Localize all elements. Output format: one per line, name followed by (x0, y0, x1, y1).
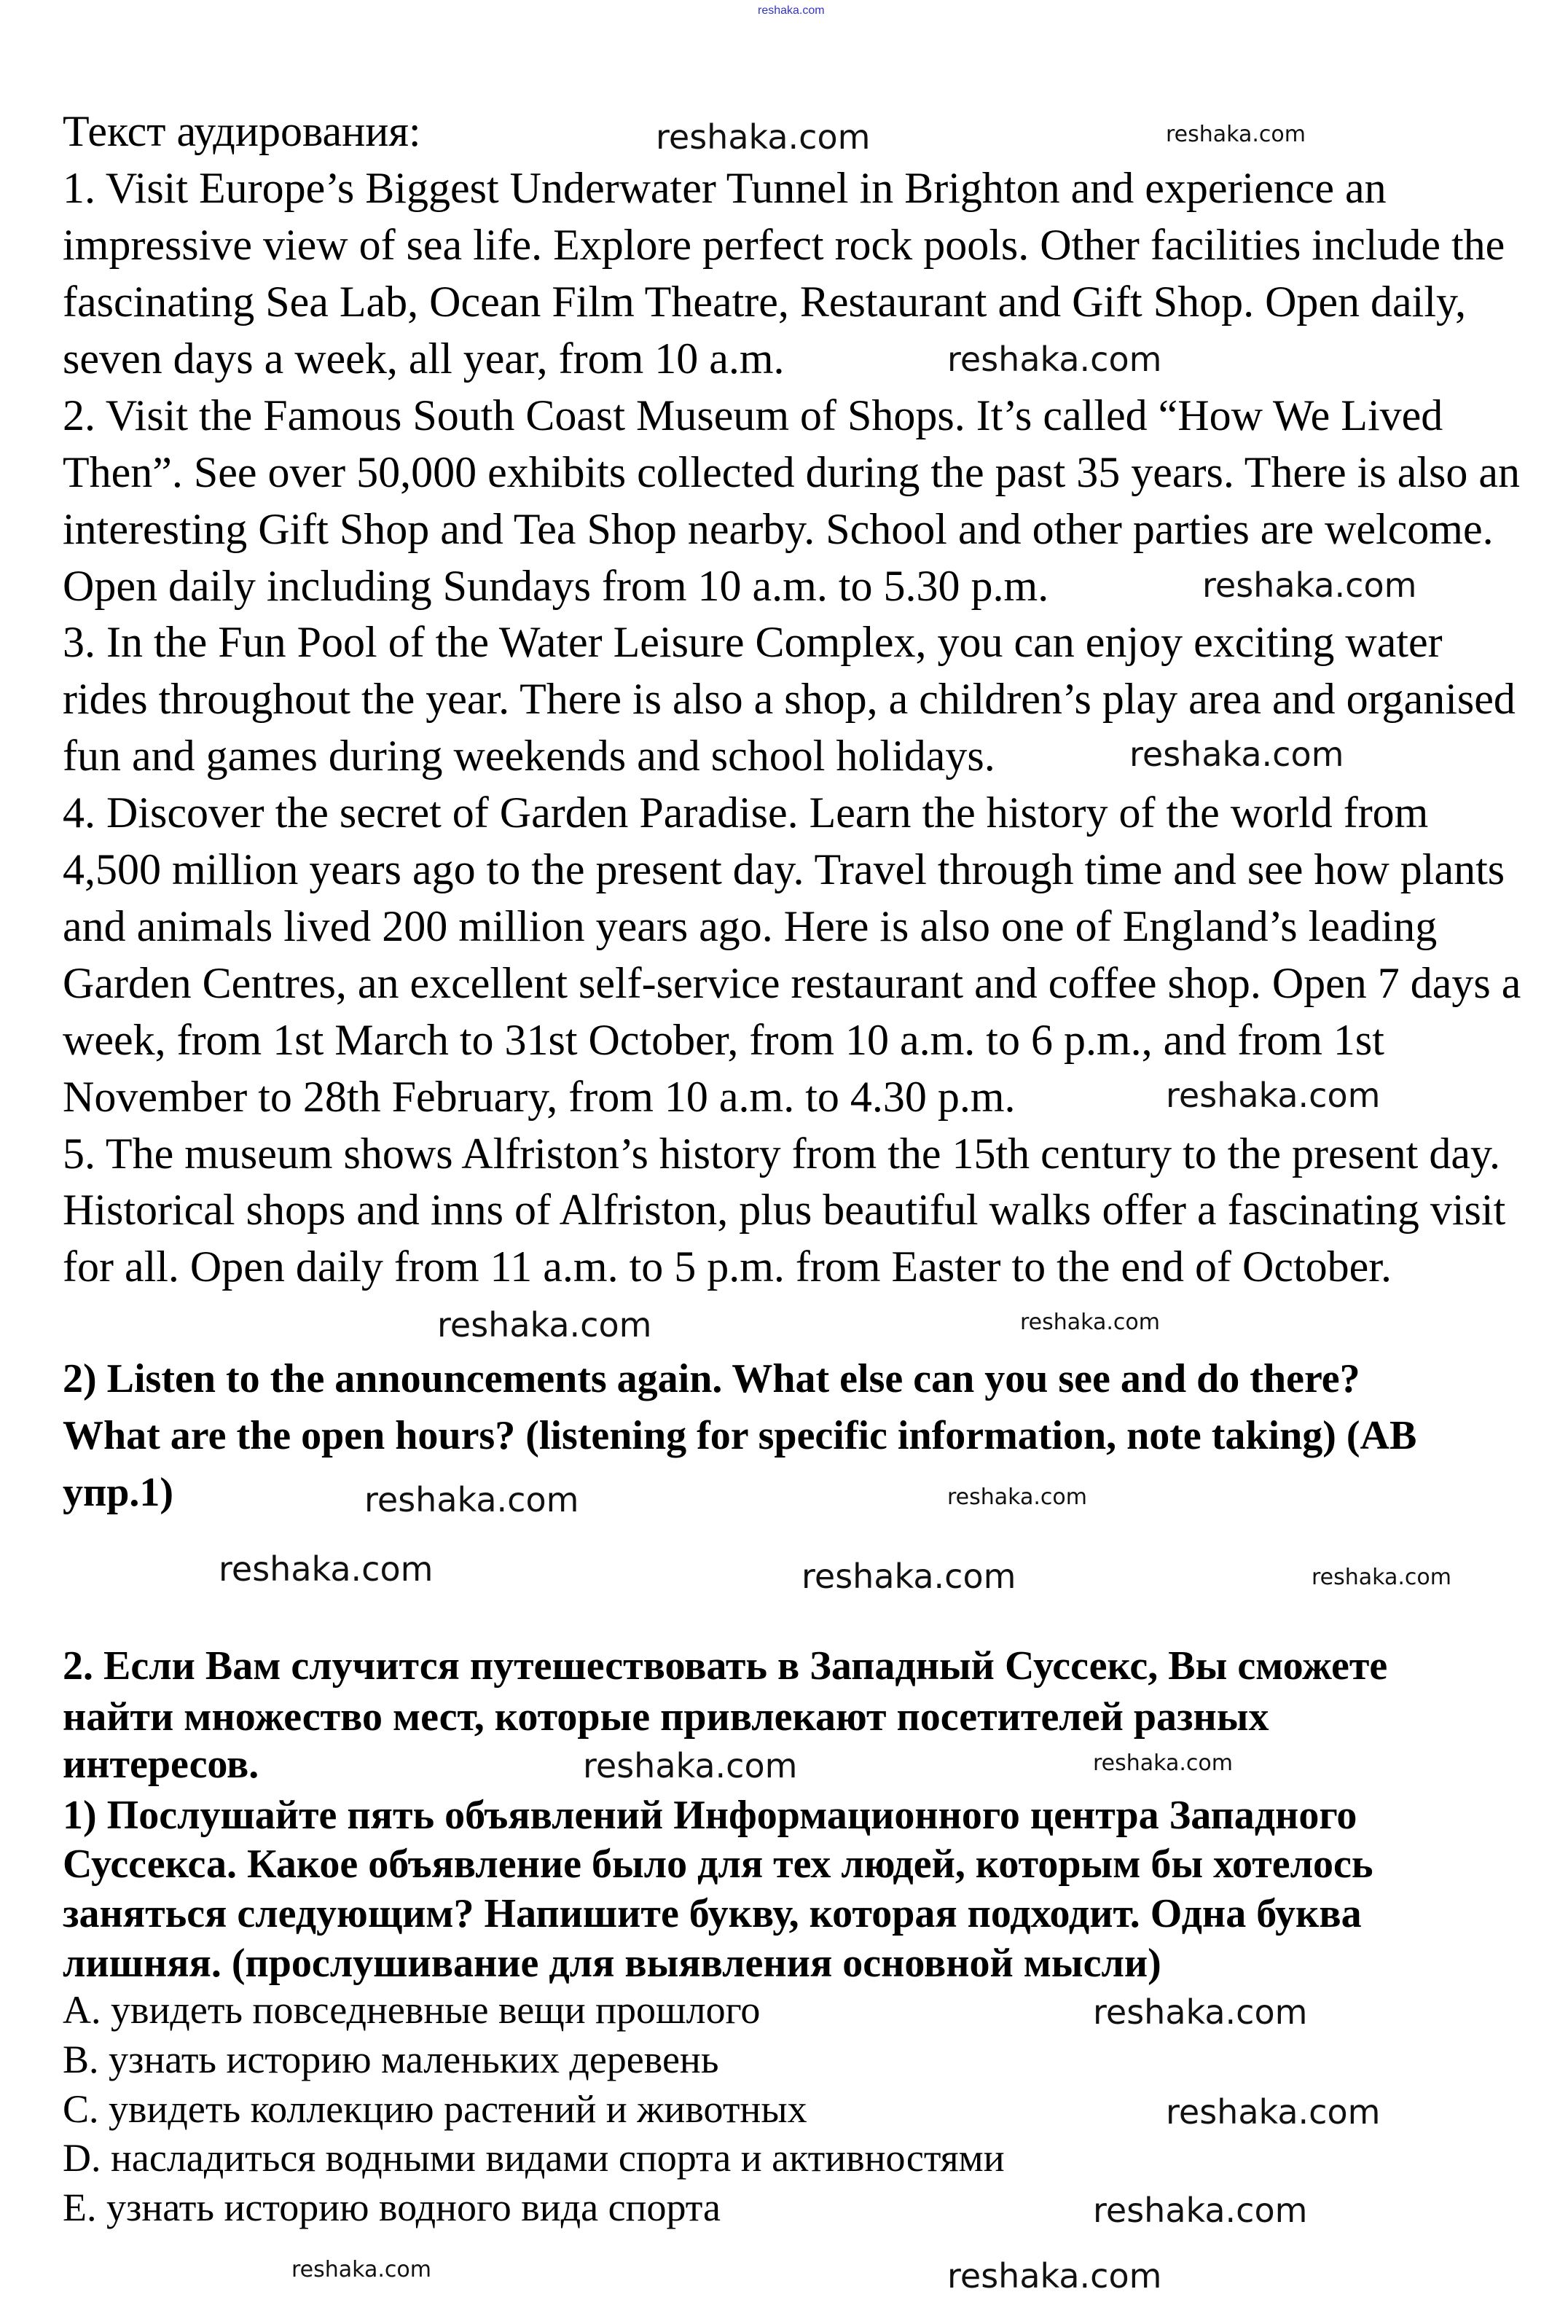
answer-option: E. узнать историю водного вида спорта (63, 2186, 721, 2229)
listening-text-line: 2. Visit the Famous South Coast Museum of Shops. It’s called “How We Lived (63, 391, 1443, 439)
listening-text-line: 4. Discover the secret of Garden Paradise. Learn the history of the world from (63, 789, 1429, 837)
listening-text-line: interesting Gift Shop and Tea Shop nearby. School and other parties are welcome. (63, 505, 1494, 553)
watermark: reshaka.com (947, 1484, 1087, 1510)
watermark: reshaka.com (291, 2257, 431, 2282)
listening-text-line: Then”. See over 50,000 exhibits collected during the past 35 years. There is also an (63, 448, 1520, 496)
listening-text-line: 5. The museum shows Alfriston’s history from the 15th century to the present day. (63, 1130, 1501, 1178)
watermark: reshaka.com (801, 1557, 1016, 1596)
listening-text-line: Historical shops and inns of Alfriston, plus beautiful walks offer a fascinating visit (63, 1186, 1506, 1234)
listening-text-line: rides throughout the year. There is also a shop, a children’s play area and organised (63, 675, 1516, 723)
watermark: reshaka.com (364, 1480, 579, 1519)
listening-text-line: seven days a week, all year, from 10 a.m. (63, 334, 785, 383)
exercise-2-line: заняться следующим? Напишите букву, которая подходит. Одна буква (63, 1891, 1362, 1936)
watermark: reshaka.com (1093, 2191, 1308, 2230)
exercise-2-line: 1) Послушайте пять объявлений Информационного центра Западного (63, 1793, 1357, 1838)
task-2-line: What are the open hours? (listening for specific information, note taking) (AB (63, 1413, 1417, 1458)
watermark: reshaka.com (1312, 1565, 1451, 1590)
watermark: reshaka.com (1129, 735, 1344, 774)
listening-text-line: 4,500 million years ago to the present day. Travel through time and see how plants (63, 845, 1505, 893)
listening-text-line: impressive view of sea life. Explore perfect rock pools. Other facilities include the (63, 221, 1505, 269)
listening-text-line: November to 28th February, from 10 a.m. to 4.30 p.m. (63, 1073, 1016, 1121)
listening-text-line: fun and games during weekends and school holidays. (63, 732, 995, 780)
answer-option: C. увидеть коллекцию растений и животных (63, 2087, 807, 2131)
listening-text-line: 3. In the Fun Pool of the Water Leisure Complex, you can enjoy exciting water (63, 618, 1443, 666)
watermark: reshaka.com (1166, 1076, 1381, 1115)
watermark: reshaka.com (1093, 1992, 1308, 2032)
answer-option: D. насладиться водными видами спорта и активностями (63, 2136, 1005, 2180)
header-link[interactable]: reshaka.com (758, 4, 825, 17)
watermark: reshaka.com (947, 2256, 1162, 2296)
watermark: reshaka.com (583, 1746, 798, 1785)
listening-text-line: Garden Centres, an excellent self-service restaurant and coffee shop. Open 7 days a (63, 959, 1521, 1007)
watermark: reshaka.com (1020, 1310, 1160, 1335)
exercise-2-line: 2. Если Вам случится путешествовать в Западный Суссекс, Вы сможете (63, 1643, 1388, 1689)
watermark: reshaka.com (219, 1549, 434, 1589)
exercise-2-line: интересов. (63, 1742, 259, 1787)
page-heading: Текст аудирования: (63, 107, 421, 155)
exercise-2-line: найти множество мест, которые привлекают посетителей разных (63, 1694, 1269, 1740)
watermark: reshaka.com (1093, 1750, 1233, 1776)
listening-text-line: and animals lived 200 million years ago. Here is also one of England’s leading (63, 902, 1438, 950)
listening-text-line: for all. Open daily from 11 a.m. to 5 p.m. from Easter to the end of October. (63, 1243, 1392, 1291)
exercise-2-line: Суссекса. Какое объявление было для тех людей, которым бы хотелось (63, 1842, 1373, 1887)
answer-option: A. увидеть повседневные вещи прошлого (63, 1988, 761, 2032)
listening-text-line: week, from 1st March to 31st October, from 10 a.m. to 6 p.m., and from 1st (63, 1016, 1384, 1064)
watermark: reshaka.com (1202, 566, 1417, 605)
watermark: reshaka.com (1166, 2092, 1381, 2132)
listening-text-line: Open daily including Sundays from 10 a.m. to 5.30 p.m. (63, 562, 1049, 610)
watermark: reshaka.com (656, 117, 871, 157)
exercise-2-line: лишняя. (прослушивание для выявления основной мысли) (63, 1941, 1161, 1986)
listening-text-line: fascinating Sea Lab, Ocean Film Theatre, Restaurant and Gift Shop. Open daily, (63, 278, 1467, 326)
task-2-line: 2) Listen to the announcements again. What else can you see and do there? (63, 1356, 1360, 1401)
listening-text-line: 1. Visit Europe’s Biggest Underwater Tunnel in Brighton and experience an (63, 164, 1387, 212)
task-2-line: упр.1) (63, 1470, 174, 1515)
watermark: reshaka.com (437, 1305, 652, 1345)
watermark: reshaka.com (1166, 122, 1306, 147)
watermark: reshaka.com (947, 340, 1162, 379)
answer-option: B. узнать историю маленьких деревень (63, 2038, 719, 2081)
